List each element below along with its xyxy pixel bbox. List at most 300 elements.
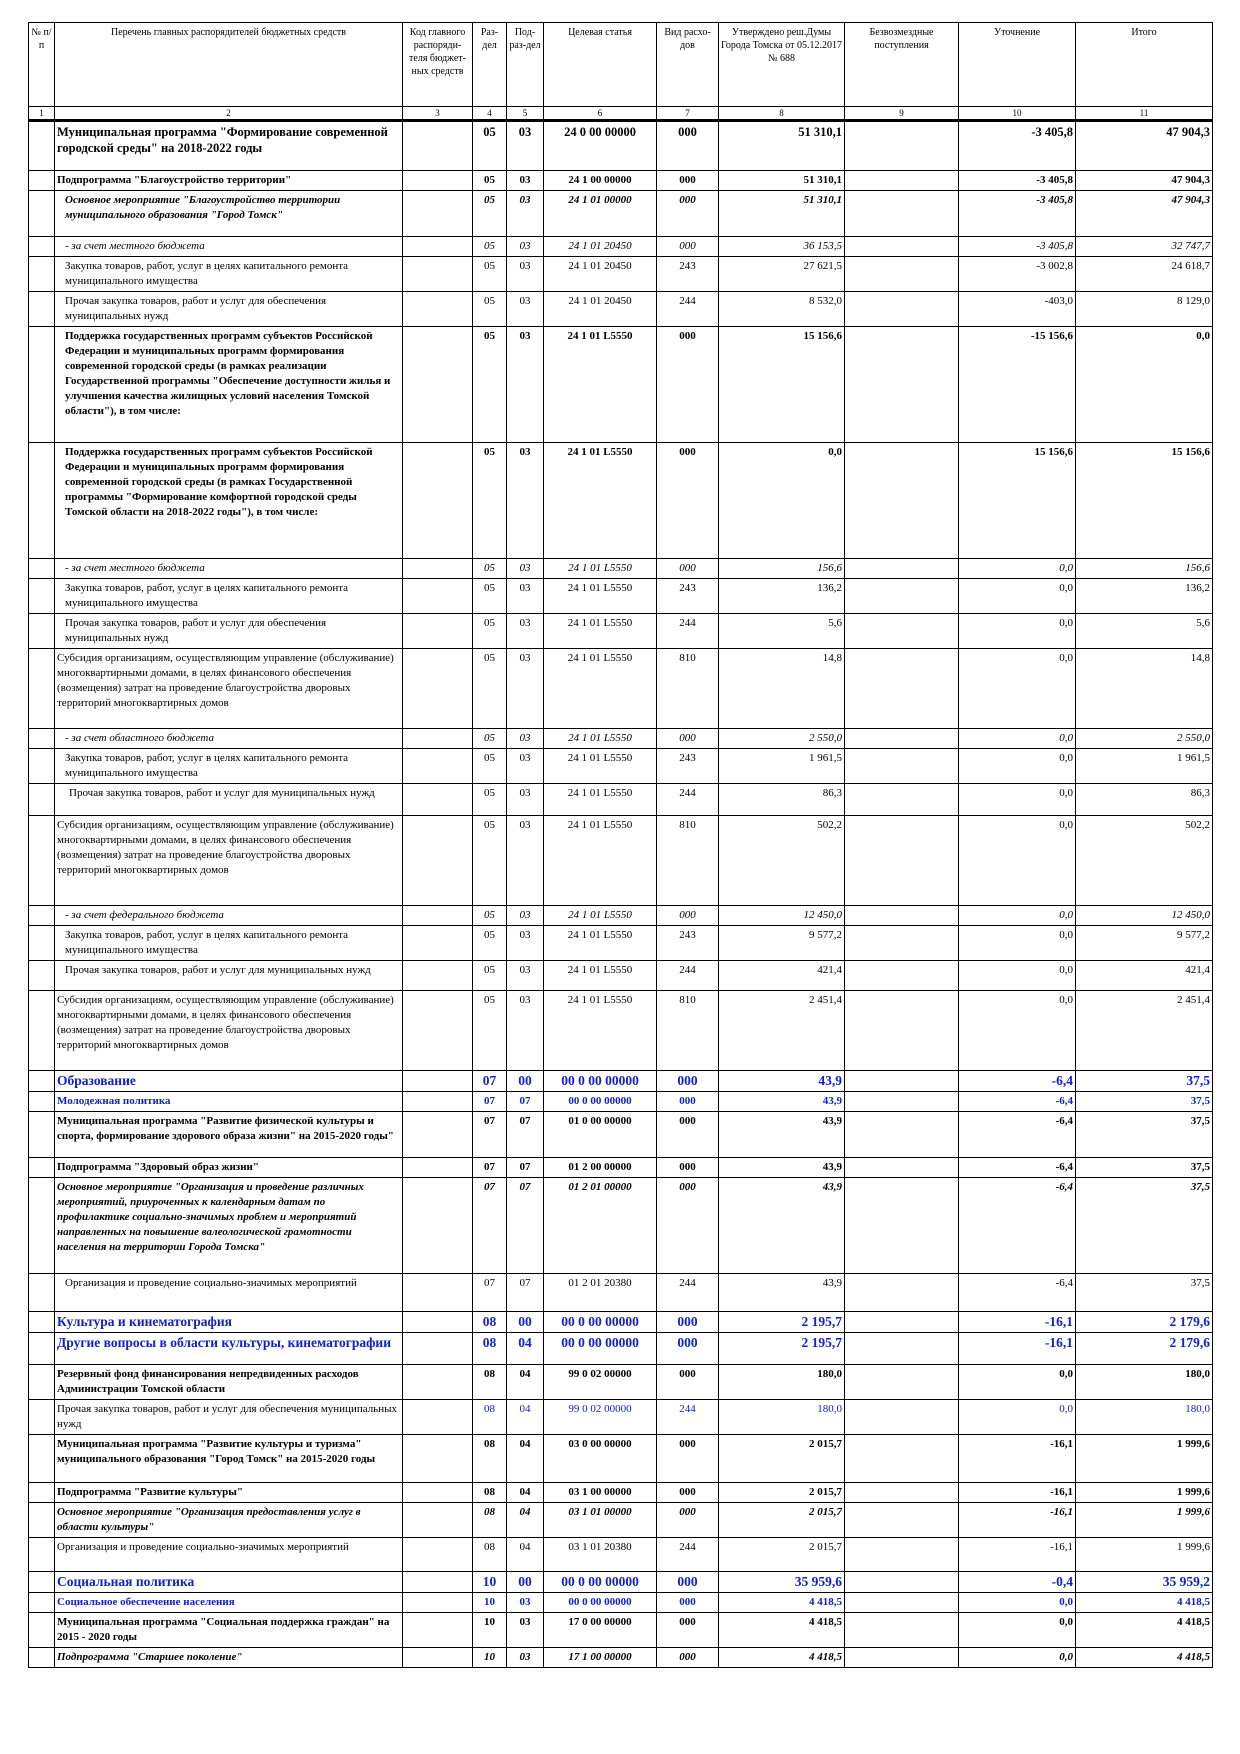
row-razdel: 08 [473, 1503, 507, 1538]
row-refine: -6,4 [959, 1158, 1076, 1178]
row-razdel: 05 [473, 816, 507, 906]
row-article: 24 1 01 20450 [544, 237, 657, 257]
row-vid: 000 [657, 1503, 719, 1538]
row-approved: 12 450,0 [719, 906, 845, 926]
row-grants [845, 237, 959, 257]
row-name: Молодежная политика [55, 1092, 403, 1112]
row-number [29, 1613, 55, 1648]
row-refine: 0,0 [959, 749, 1076, 784]
row-approved: 502,2 [719, 816, 845, 906]
row-podrazdel: 04 [507, 1435, 544, 1483]
row-name: - за счет местного бюджета [55, 237, 403, 257]
row-approved: 43,9 [719, 1158, 845, 1178]
row-total: 180,0 [1076, 1400, 1213, 1435]
table-row [29, 191, 1213, 237]
row-approved: 180,0 [719, 1400, 845, 1435]
row-name: Прочая закупка товаров, работ и услуг для муниципальных нужд [55, 961, 403, 991]
table-row [29, 816, 1213, 906]
row-approved: 43,9 [719, 1274, 845, 1312]
row-podrazdel: 03 [507, 926, 544, 961]
row-number [29, 729, 55, 749]
row-grants [845, 1400, 959, 1435]
row-name: - за счет областного бюджета [55, 729, 403, 749]
row-vid: 000 [657, 1178, 719, 1274]
row-name: Организация и проведение социально-значимых мероприятий [55, 1538, 403, 1572]
row-total: 2 179,6 [1076, 1333, 1213, 1365]
row-code [403, 1593, 473, 1613]
row-grants [845, 816, 959, 906]
row-name: Муниципальная программа "Социальная поддержка граждан" на 2015 - 2020 годы [55, 1613, 403, 1648]
row-number [29, 1112, 55, 1158]
row-razdel: 08 [473, 1312, 507, 1333]
row-razdel: 05 [473, 649, 507, 729]
row-refine: -3 405,8 [959, 237, 1076, 257]
row-podrazdel: 04 [507, 1538, 544, 1572]
row-grants [845, 559, 959, 579]
row-refine: -6,4 [959, 1274, 1076, 1312]
row-refine: 0,0 [959, 1593, 1076, 1613]
budget-table-sheet [28, 22, 1212, 1668]
table-row [29, 559, 1213, 579]
row-name: Организация и проведение социально-значимых мероприятий [55, 1274, 403, 1312]
row-code [403, 559, 473, 579]
column-number: 1 [29, 107, 55, 121]
row-refine: 0,0 [959, 926, 1076, 961]
row-refine: -6,4 [959, 1178, 1076, 1274]
row-approved: 43,9 [719, 1092, 845, 1112]
row-code [403, 649, 473, 729]
row-total: 1 961,5 [1076, 749, 1213, 784]
row-grants [845, 327, 959, 443]
row-name: Закупка товаров, работ, услуг в целях капитального ремонта муниципального имущества [55, 926, 403, 961]
row-total: 4 418,5 [1076, 1613, 1213, 1648]
row-approved: 43,9 [719, 1112, 845, 1158]
row-approved: 2 451,4 [719, 991, 845, 1071]
row-article: 99 0 02 00000 [544, 1365, 657, 1400]
row-code [403, 1092, 473, 1112]
row-number [29, 327, 55, 443]
row-article: 00 0 00 00000 [544, 1333, 657, 1365]
row-grants [845, 1274, 959, 1312]
row-number [29, 649, 55, 729]
row-vid: 000 [657, 1112, 719, 1158]
row-number [29, 784, 55, 816]
row-podrazdel: 00 [507, 1312, 544, 1333]
row-article: 24 1 01 L5550 [544, 327, 657, 443]
row-code [403, 1312, 473, 1333]
row-razdel: 05 [473, 237, 507, 257]
row-podrazdel: 03 [507, 1613, 544, 1648]
row-number [29, 1178, 55, 1274]
row-podrazdel: 07 [507, 1112, 544, 1158]
row-approved: 51 310,1 [719, 191, 845, 237]
row-number [29, 1503, 55, 1538]
row-code [403, 906, 473, 926]
row-name: Закупка товаров, работ, услуг в целях капитального ремонта муниципального имущества [55, 749, 403, 784]
row-code [403, 1572, 473, 1593]
row-refine: -0,4 [959, 1572, 1076, 1593]
row-total: 421,4 [1076, 961, 1213, 991]
row-grants [845, 121, 959, 171]
row-total: 8 129,0 [1076, 292, 1213, 327]
row-code [403, 1333, 473, 1365]
row-podrazdel: 00 [507, 1071, 544, 1092]
row-vid: 000 [657, 237, 719, 257]
row-number [29, 171, 55, 191]
row-razdel: 05 [473, 614, 507, 649]
row-razdel: 07 [473, 1158, 507, 1178]
row-podrazdel: 03 [507, 171, 544, 191]
row-name: Основное мероприятие "Организация и проведение различных мероприятий, приуроченных к календарным датам по профилактике социально-значимых проблем и мероприятий направленных на повышение валеологической грамотности населения на территории Города Томска" [55, 1178, 403, 1274]
row-code [403, 1435, 473, 1483]
row-grants [845, 961, 959, 991]
row-number [29, 816, 55, 906]
row-total: 5,6 [1076, 614, 1213, 649]
row-number [29, 237, 55, 257]
row-vid: 243 [657, 257, 719, 292]
row-vid: 000 [657, 1483, 719, 1503]
row-number [29, 121, 55, 171]
row-grants [845, 1333, 959, 1365]
row-total: 1 999,6 [1076, 1503, 1213, 1538]
table-row [29, 906, 1213, 926]
column-number: 3 [403, 107, 473, 121]
row-name: Основное мероприятие "Благоустройство территории муниципального образования "Город Томск" [55, 191, 403, 237]
row-grants [845, 1112, 959, 1158]
row-vid: 000 [657, 1312, 719, 1333]
row-vid: 244 [657, 1274, 719, 1312]
row-grants [845, 649, 959, 729]
row-podrazdel: 04 [507, 1483, 544, 1503]
table-row [29, 1648, 1213, 1668]
row-article: 24 1 01 L5550 [544, 784, 657, 816]
row-name: - за счет федерального бюджета [55, 906, 403, 926]
row-name: Подпрограмма "Старшее поколение" [55, 1648, 403, 1668]
row-article: 00 0 00 00000 [544, 1312, 657, 1333]
row-code [403, 292, 473, 327]
table-row [29, 1613, 1213, 1648]
row-total: 47 904,3 [1076, 121, 1213, 171]
row-vid: 243 [657, 926, 719, 961]
column-number: 8 [719, 107, 845, 121]
row-name: Муниципальная программа "Развитие культуры и туризма" муниципального образования "Город Томск" на 2015-2020 годы [55, 1435, 403, 1483]
row-name: Образование [55, 1071, 403, 1092]
row-grants [845, 906, 959, 926]
row-razdel: 05 [473, 257, 507, 292]
row-article: 01 2 01 20380 [544, 1274, 657, 1312]
row-approved: 86,3 [719, 784, 845, 816]
row-name: Поддержка государственных программ субъектов Российской Федерации и муниципальных программ формирования современной городской среды (в рамках Государственной программы "Формирование комфортной городской среды Томской области на 2018-2022 годы"), в том числе: [55, 443, 403, 559]
table-row [29, 1312, 1213, 1333]
row-name: Поддержка государственных программ субъектов Российской Федерации и муниципальных программ формирования современной городской среды (в рамках реализации Государственной программы "Обеспечение доступности жилья и улучшения качества жилищных условий населения Томской области"), в том числе: [55, 327, 403, 443]
row-approved: 2 015,7 [719, 1483, 845, 1503]
row-code [403, 191, 473, 237]
row-number [29, 1365, 55, 1400]
row-name: Подпрограмма "Благоустройство территории" [55, 171, 403, 191]
row-refine: 0,0 [959, 1400, 1076, 1435]
row-grants [845, 1483, 959, 1503]
row-razdel: 05 [473, 991, 507, 1071]
row-grants [845, 171, 959, 191]
row-vid: 000 [657, 1648, 719, 1668]
row-number [29, 614, 55, 649]
row-number [29, 906, 55, 926]
row-refine: 0,0 [959, 1648, 1076, 1668]
row-razdel: 05 [473, 784, 507, 816]
column-number: 10 [959, 107, 1076, 121]
row-total: 37,5 [1076, 1112, 1213, 1158]
row-code [403, 729, 473, 749]
row-code [403, 443, 473, 559]
row-approved: 15 156,6 [719, 327, 845, 443]
header-num: № п/п [29, 23, 55, 107]
row-vid: 244 [657, 961, 719, 991]
row-number [29, 1538, 55, 1572]
row-podrazdel: 03 [507, 292, 544, 327]
row-name: Прочая закупка товаров, работ и услуг для обеспечения муниципальных нужд [55, 292, 403, 327]
row-name: Основное мероприятие "Организация предоставления услуг в области культуры" [55, 1503, 403, 1538]
row-total: 502,2 [1076, 816, 1213, 906]
row-vid: 000 [657, 443, 719, 559]
row-name: Другие вопросы в области культуры, кинематографии [55, 1333, 403, 1365]
row-grants [845, 926, 959, 961]
row-refine: -3 405,8 [959, 191, 1076, 237]
row-razdel: 07 [473, 1178, 507, 1274]
row-refine: -3 405,8 [959, 121, 1076, 171]
header-article: Целевая статья [544, 23, 657, 107]
row-code [403, 991, 473, 1071]
row-article: 00 0 00 00000 [544, 1593, 657, 1613]
row-razdel: 05 [473, 171, 507, 191]
row-approved: 136,2 [719, 579, 845, 614]
row-name: Субсидия организациям, осуществляющим управление (обслуживание) многоквартирными домами, в целях финансового обеспечения (возмещения) затрат на проведение благоустройства дворовых территорий многоквартирных домов [55, 816, 403, 906]
row-approved: 2 015,7 [719, 1538, 845, 1572]
row-vid: 000 [657, 1365, 719, 1400]
row-article: 01 2 00 00000 [544, 1158, 657, 1178]
header-podrazdel: Под-раз-дел [507, 23, 544, 107]
row-code [403, 1071, 473, 1092]
row-grants [845, 1648, 959, 1668]
row-razdel: 05 [473, 906, 507, 926]
row-article: 03 1 00 00000 [544, 1483, 657, 1503]
row-code [403, 257, 473, 292]
row-vid: 244 [657, 1400, 719, 1435]
row-code [403, 749, 473, 784]
row-name: Резервный фонд финансирования непредвиденных расходов Администрации Томской области [55, 1365, 403, 1400]
row-grants [845, 443, 959, 559]
table-row [29, 257, 1213, 292]
header-total: Итого [1076, 23, 1213, 107]
row-total: 156,6 [1076, 559, 1213, 579]
row-podrazdel: 03 [507, 559, 544, 579]
row-number [29, 1483, 55, 1503]
row-code [403, 961, 473, 991]
row-total: 1 999,6 [1076, 1435, 1213, 1483]
row-razdel: 05 [473, 121, 507, 171]
row-approved: 2 195,7 [719, 1312, 845, 1333]
row-total: 14,8 [1076, 649, 1213, 729]
row-razdel: 05 [473, 729, 507, 749]
row-article: 24 1 01 L5550 [544, 961, 657, 991]
row-razdel: 08 [473, 1400, 507, 1435]
row-refine: -16,1 [959, 1312, 1076, 1333]
row-refine: 15 156,6 [959, 443, 1076, 559]
row-number [29, 191, 55, 237]
table-row [29, 749, 1213, 784]
row-approved: 43,9 [719, 1178, 845, 1274]
row-name: Субсидия организациям, осуществляющим управление (обслуживание) многоквартирными домами, в целях финансового обеспечения (возмещения) затрат на проведение благоустройства дворовых территорий многоквартирных домов [55, 991, 403, 1071]
row-grants [845, 749, 959, 784]
row-vid: 000 [657, 1593, 719, 1613]
row-razdel: 10 [473, 1593, 507, 1613]
row-number [29, 292, 55, 327]
row-approved: 4 418,5 [719, 1648, 845, 1668]
column-number: 11 [1076, 107, 1213, 121]
row-vid: 000 [657, 1071, 719, 1092]
row-article: 24 1 01 L5550 [544, 443, 657, 559]
row-podrazdel: 03 [507, 327, 544, 443]
row-grants [845, 1312, 959, 1333]
row-total: 12 450,0 [1076, 906, 1213, 926]
row-approved: 27 621,5 [719, 257, 845, 292]
row-podrazdel: 00 [507, 1572, 544, 1593]
row-article: 00 0 00 00000 [544, 1071, 657, 1092]
table-row [29, 1572, 1213, 1593]
row-approved: 43,9 [719, 1071, 845, 1092]
row-total: 47 904,3 [1076, 191, 1213, 237]
row-podrazdel: 03 [507, 1593, 544, 1613]
row-name: Прочая закупка товаров, работ и услуг для обеспечения муниципальных нужд [55, 614, 403, 649]
row-vid: 000 [657, 1092, 719, 1112]
row-code [403, 1613, 473, 1648]
row-total: 2 451,4 [1076, 991, 1213, 1071]
row-vid: 000 [657, 1613, 719, 1648]
table-row [29, 784, 1213, 816]
table-row [29, 237, 1213, 257]
table-row [29, 1333, 1213, 1365]
row-article: 24 1 01 L5550 [544, 729, 657, 749]
row-grants [845, 579, 959, 614]
row-total: 4 418,5 [1076, 1648, 1213, 1668]
table-row [29, 1274, 1213, 1312]
row-total: 37,5 [1076, 1071, 1213, 1092]
row-name: Муниципальная программа "Формирование современной городской среды" на 2018-2022 годы [55, 121, 403, 171]
row-vid: 000 [657, 191, 719, 237]
row-grants [845, 1538, 959, 1572]
row-name: Прочая закупка товаров, работ и услуг для обеспечения муниципальных нужд [55, 1400, 403, 1435]
row-refine: 0,0 [959, 1365, 1076, 1400]
row-podrazdel: 03 [507, 749, 544, 784]
row-podrazdel: 04 [507, 1333, 544, 1365]
row-grants [845, 1092, 959, 1112]
row-approved: 156,6 [719, 559, 845, 579]
row-approved: 5,6 [719, 614, 845, 649]
table-row [29, 1178, 1213, 1274]
row-grants [845, 1158, 959, 1178]
table-row [29, 649, 1213, 729]
row-refine: 0,0 [959, 816, 1076, 906]
row-code [403, 1503, 473, 1538]
row-article: 24 1 01 L5550 [544, 579, 657, 614]
row-refine: -6,4 [959, 1071, 1076, 1092]
row-code [403, 1538, 473, 1572]
row-refine: -6,4 [959, 1092, 1076, 1112]
row-total: 24 618,7 [1076, 257, 1213, 292]
row-grants [845, 1365, 959, 1400]
table-row [29, 1112, 1213, 1158]
row-razdel: 07 [473, 1112, 507, 1158]
column-number: 7 [657, 107, 719, 121]
row-number [29, 1435, 55, 1483]
row-number [29, 559, 55, 579]
row-approved: 8 532,0 [719, 292, 845, 327]
row-name: Муниципальная программа "Развитие физической культуры и спорта, формирование здорового образа жизни" на 2015-2020 годы" [55, 1112, 403, 1158]
row-article: 03 1 01 20380 [544, 1538, 657, 1572]
row-number [29, 579, 55, 614]
row-number [29, 991, 55, 1071]
row-article: 17 1 00 00000 [544, 1648, 657, 1668]
row-vid: 810 [657, 649, 719, 729]
row-name: Культура и кинематография [55, 1312, 403, 1333]
row-podrazdel: 04 [507, 1503, 544, 1538]
row-name: Закупка товаров, работ, услуг в целях капитального ремонта муниципального имущества [55, 257, 403, 292]
row-razdel: 05 [473, 579, 507, 614]
row-total: 180,0 [1076, 1365, 1213, 1400]
row-razdel: 05 [473, 961, 507, 991]
row-number [29, 1400, 55, 1435]
row-grants [845, 1572, 959, 1593]
row-total: 32 747,7 [1076, 237, 1213, 257]
column-number-row [29, 107, 1213, 121]
row-code [403, 121, 473, 171]
row-number [29, 961, 55, 991]
budget-table [28, 22, 1213, 1668]
row-code [403, 1158, 473, 1178]
table-row [29, 1503, 1213, 1538]
row-approved: 2 015,7 [719, 1503, 845, 1538]
row-number [29, 1312, 55, 1333]
row-refine: -6,4 [959, 1112, 1076, 1158]
header-refine: Уточнение [959, 23, 1076, 107]
row-article: 24 1 01 L5550 [544, 614, 657, 649]
row-article: 24 1 01 00000 [544, 191, 657, 237]
row-vid: 244 [657, 784, 719, 816]
row-vid: 000 [657, 1435, 719, 1483]
row-approved: 35 959,6 [719, 1572, 845, 1593]
table-row [29, 1435, 1213, 1483]
row-vid: 000 [657, 559, 719, 579]
row-approved: 51 310,1 [719, 171, 845, 191]
row-refine: 0,0 [959, 559, 1076, 579]
table-row [29, 1092, 1213, 1112]
row-total: 136,2 [1076, 579, 1213, 614]
row-name: - за счет местного бюджета [55, 559, 403, 579]
row-total: 2 179,6 [1076, 1312, 1213, 1333]
row-code [403, 1648, 473, 1668]
row-number [29, 1593, 55, 1613]
row-approved: 421,4 [719, 961, 845, 991]
row-code [403, 784, 473, 816]
row-code [403, 1400, 473, 1435]
row-article: 17 0 00 00000 [544, 1613, 657, 1648]
row-approved: 51 310,1 [719, 121, 845, 171]
row-article: 24 1 01 L5550 [544, 816, 657, 906]
table-row [29, 1158, 1213, 1178]
row-vid: 000 [657, 906, 719, 926]
row-approved: 1 961,5 [719, 749, 845, 784]
row-article: 24 1 01 L5550 [544, 559, 657, 579]
header-name: Перечень главных распорядителей бюджетных средств [55, 23, 403, 107]
